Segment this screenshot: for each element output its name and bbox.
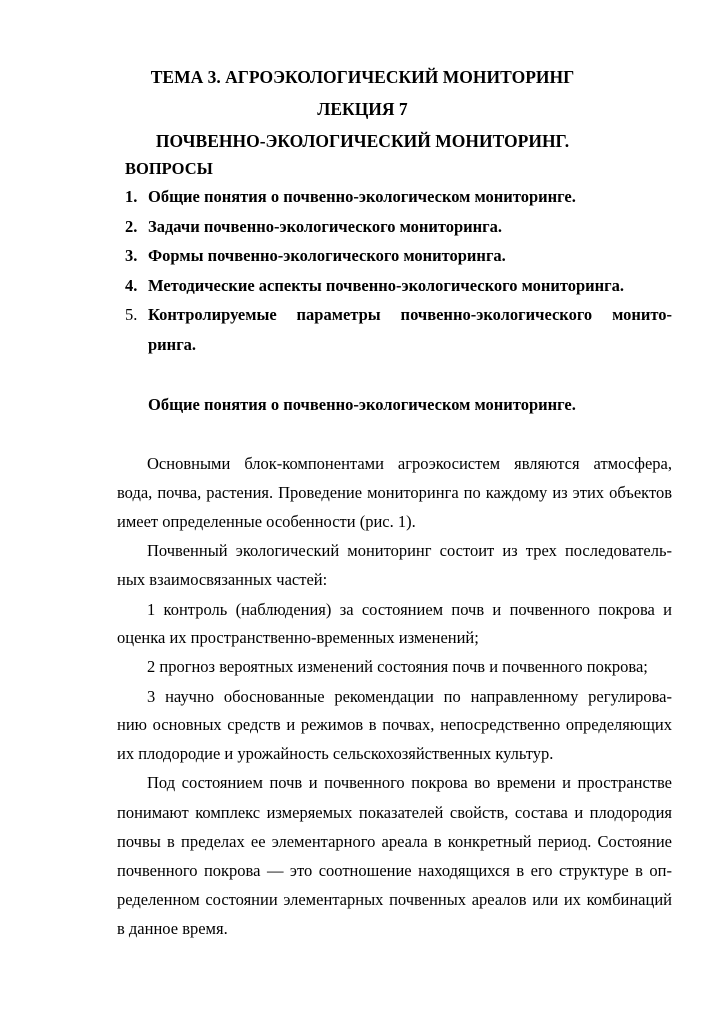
lecture-title: ПОЧВЕННО-ЭКОЛОГИЧЕСКИЙ МОНИТОРИНГ. [155, 131, 570, 151]
question-number: 4. [125, 276, 138, 295]
paragraph-line: в данное время. [117, 919, 228, 938]
lecture-number: ЛЕКЦИЯ 7 [317, 99, 408, 119]
section-heading: Общие понятия о почвенно-экологическом мониторинге. [148, 395, 576, 414]
paragraph-line: 2 прогноз вероятных изменений состояния почв и почвенного покрова; [147, 657, 648, 676]
question-text: Методические аспекты почвенно-экологического мониторинга. [148, 276, 625, 295]
question-number: 5. [125, 305, 138, 324]
paragraph-line: Почвенный экологический мониторинг состоит из трех последователь- [147, 541, 672, 560]
paragraph-line: Основными блок-компонентами агроэкосистем являются атмосфера, [147, 454, 672, 473]
question-text-line: Контролируемые параметры почвенно-экологического монито- [148, 305, 672, 324]
question-text-line: ринга. [148, 335, 197, 354]
paragraph-line: почвенного покрова — это соотношение находящихся в его структуре в оп- [117, 861, 672, 880]
paragraph-line: ределенном состоянии элементарных почвенных ареалов или их комбинаций [117, 890, 672, 909]
paragraph-line: Под состоянием почв и почвенного покрова во времени и пространстве [147, 773, 672, 792]
question-number: 2. [125, 217, 138, 236]
topic-title: ТЕМА 3. АГРОЭКОЛОГИЧЕСКИЙ МОНИТОРИНГ [150, 67, 575, 87]
paragraph-line: понимают комплекс измеряемых показателей свойств, состава и плодородия [117, 803, 672, 822]
question-text: Общие понятия о почвенно-экологическом мониторинге. [148, 187, 576, 206]
paragraph-line: имеет определенные особенности (рис. 1). [117, 512, 416, 531]
question-text: Формы почвенно-экологического мониторинга. [148, 246, 506, 265]
question-number: 1. [125, 187, 138, 206]
paragraph-line: оценка их пространственно-временных изменений; [117, 628, 479, 647]
paragraph-line: вода, почва, растения. Проведение мониторинга по каждому из этих объектов [117, 483, 672, 502]
paragraph-line: нию основных средств и режимов в почвах, непосредственно определяющих [117, 715, 672, 734]
paragraph-line: 3 научно обоснованные рекомендации по направленному регулирова- [147, 687, 672, 706]
paragraph-line: их плодородие и урожайность сельскохозяйственных культур. [117, 744, 554, 763]
question-number: 3. [125, 246, 138, 265]
paragraph-line: ных взаимосвязанных частей: [117, 570, 328, 589]
paragraph-line: 1 контроль (наблюдения) за состоянием почв и почвенного покрова и [147, 600, 672, 619]
questions-heading: ВОПРОСЫ [125, 159, 213, 178]
paragraph-line: почвы в пределах ее элементарного ареала в конкретный период. Состояние [117, 832, 672, 851]
question-text: Задачи почвенно-экологического мониторинга. [148, 217, 503, 236]
